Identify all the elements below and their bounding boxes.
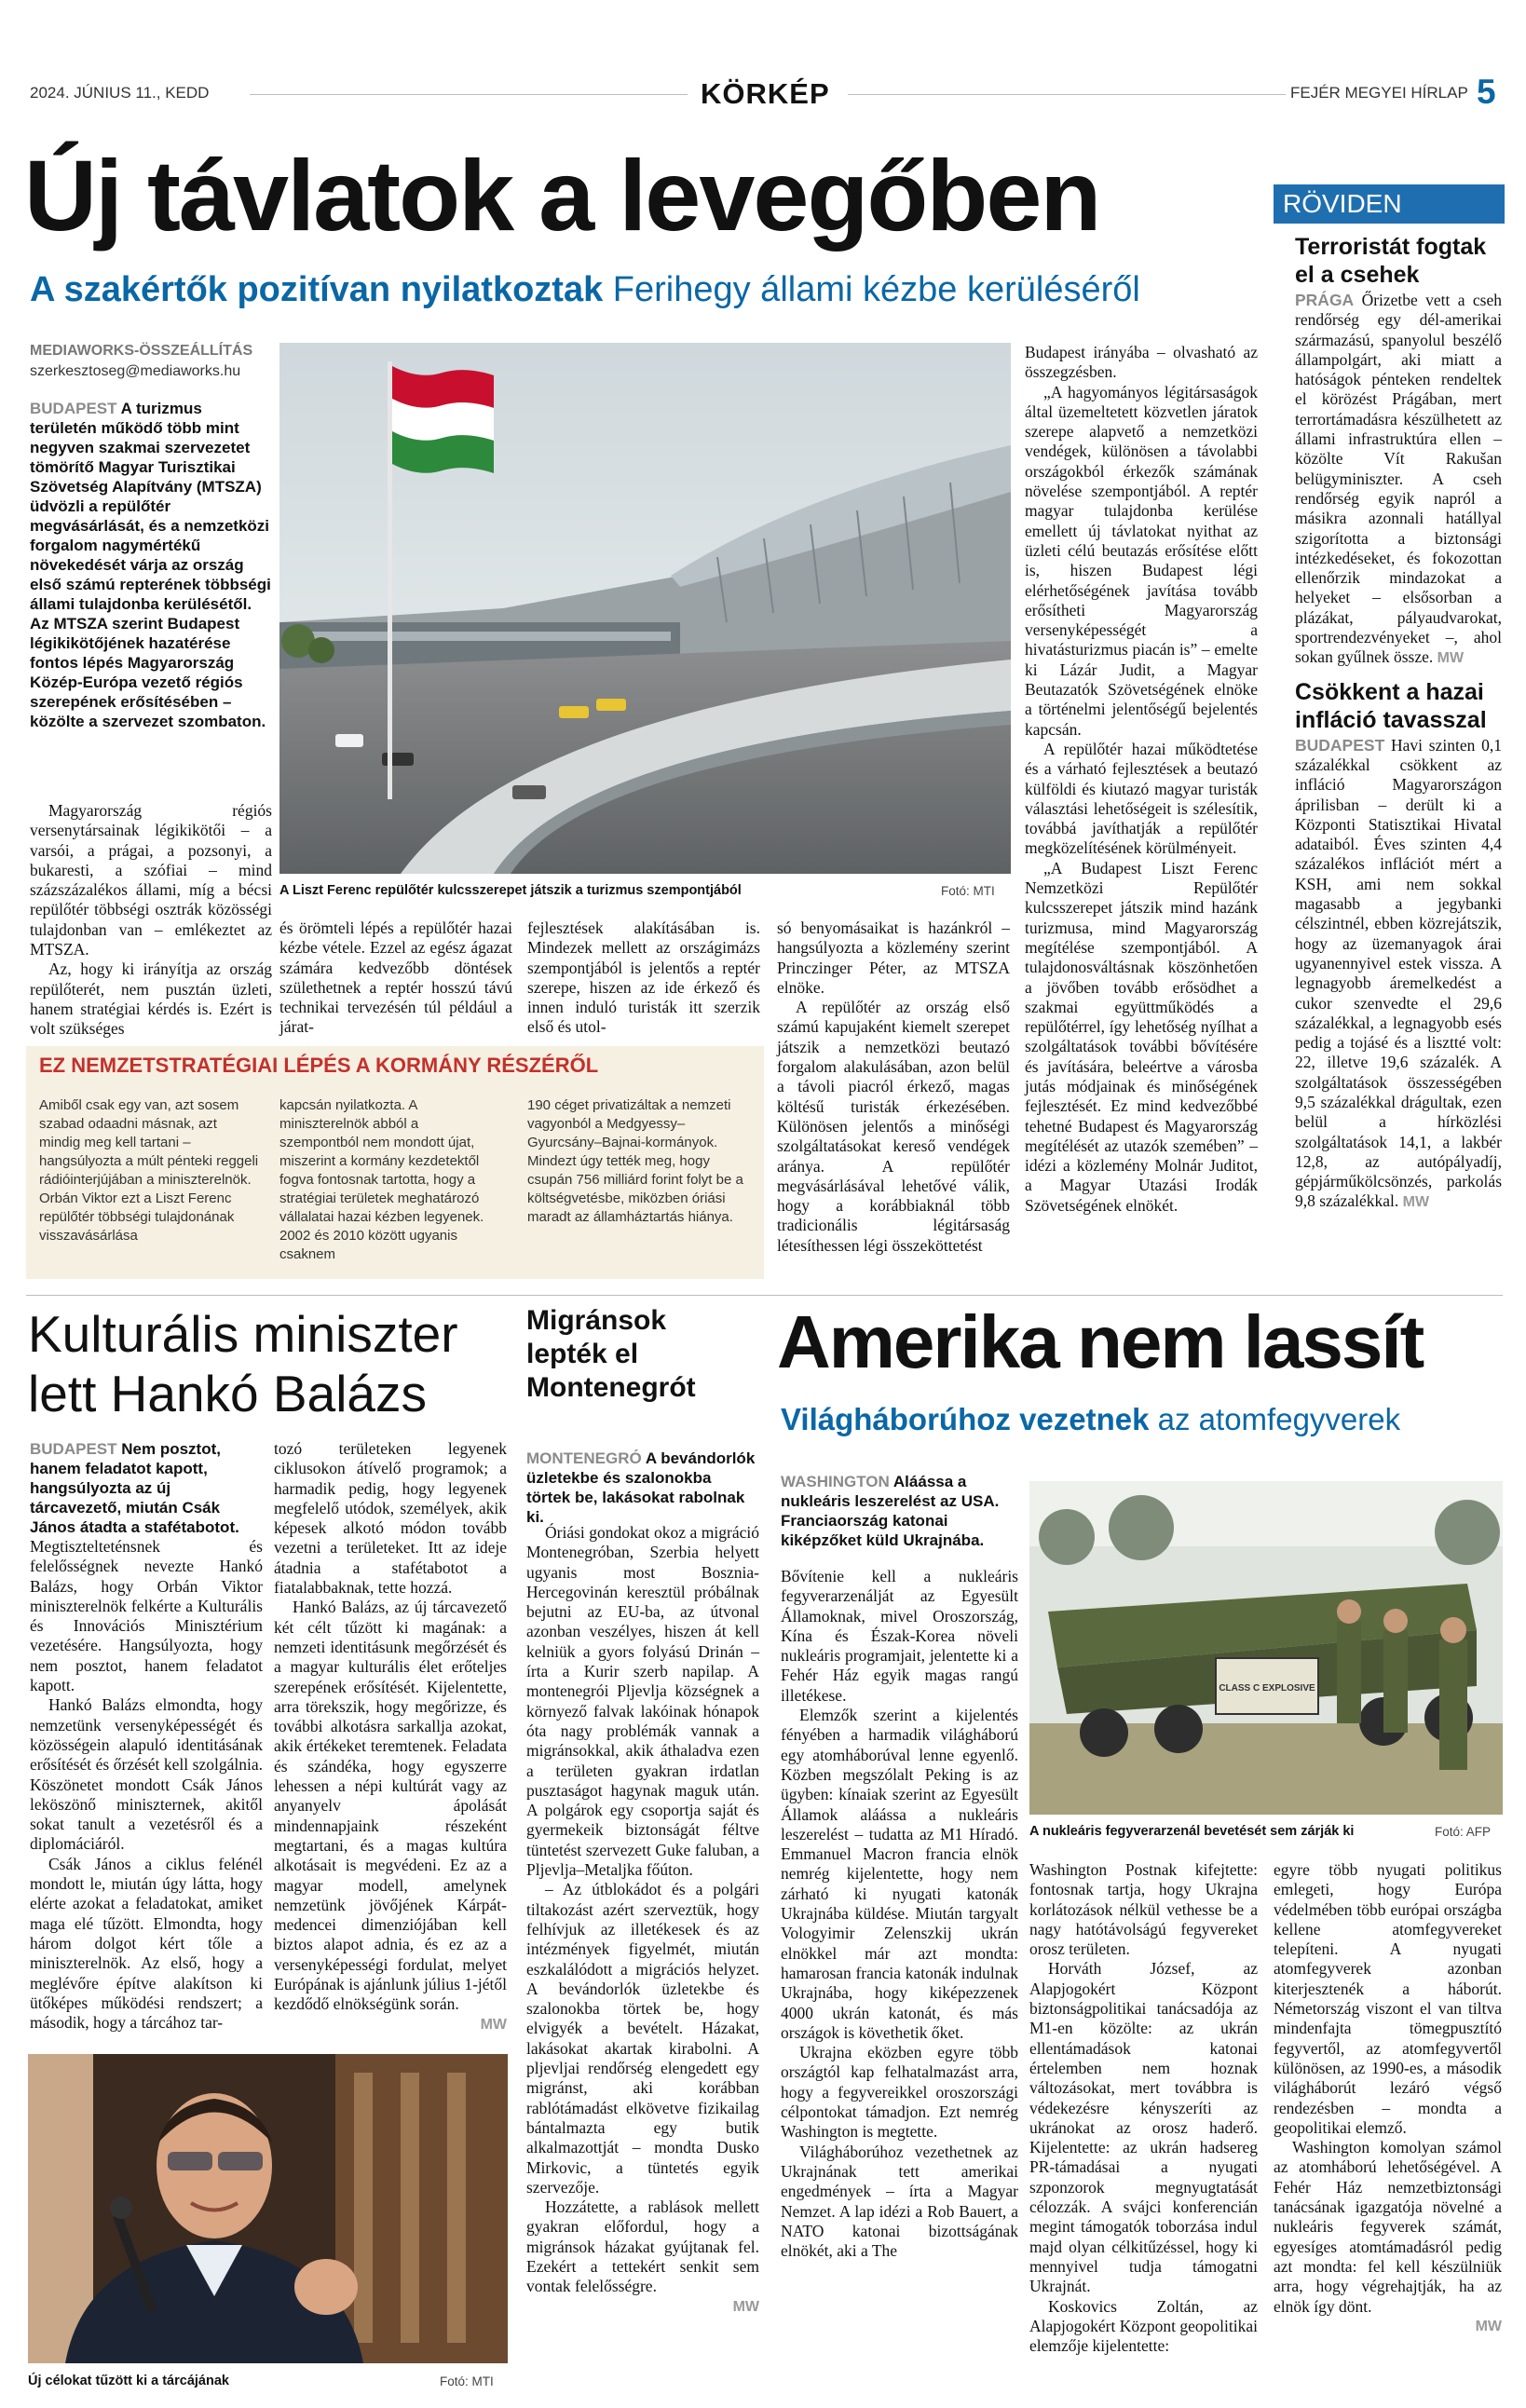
amerika-col2 [1029, 1860, 1258, 2356]
amerika-subtitle-bold: Világháborúhoz vezetnek [781, 1402, 1150, 1436]
kulturalis-sig: MW [480, 2016, 507, 2033]
roviden-item2-dateline: BUDAPEST [1295, 735, 1385, 755]
military-photo-sign: CLASS C EXPLOSIVE [1219, 1683, 1315, 1694]
amerika-col3-p2: Washington komolyan számol az atomháború lehetőségével. A Fehér Ház nemzetbiztonsági tanácsának igazgatója növelné a nukleáris fegyverek számát, egyesíges atomtámadásról pedig azt mondta: fel kell készülniük arra, hogy végrehajtják, ha az elnök így dönt. [1274, 2138, 1502, 2316]
kulturalis-col1-p2: Hankó Balázs elmondta, hogy nemzetünk versenyképességét és közösségein alapuló identitásának erősítését és őrzését kell szolgálnia. Köszönetet mondott Csák János leköszönő miniszternek, akitől sokat tanult a vezetésről és a diplomáciáról. [30, 1695, 263, 1854]
kulturalis-title [28, 1304, 458, 1423]
migransok-sig: MW [732, 2298, 759, 2315]
migransok-title-line1: Migránsok [526, 1305, 667, 1336]
amerika-col3 [1274, 1860, 1502, 2336]
main-col1-p1: Magyarország régiós versenytársainak légikikötői – a varsói, a prágai, a pozsonyi, a bukaresti, a szófiai – mind százszázalékos állami, míg a bécsi repülőtér többségi osztrák közösségi tulajdonban van – emlékeztet az MTSZA. [30, 801, 272, 959]
airport-photo-caption: A Liszt Ferenc repülőtér kulcsszerepet játszik a turizmus szempontjából [279, 883, 742, 898]
amerika-col1-p3: Ukrajna eközben egyre több országtól kap felhatalmazást arra, hogy a fegyvereikkel oroszországi célpontokat támadjon. Ezt nemrég Washington is megtette. [781, 2043, 1018, 2142]
main-byline: MEDIAWORKS-ÖSSZEÁLLÍTÁS [30, 343, 253, 359]
kulturalis-title-line1: Kulturális miniszter [28, 1305, 458, 1363]
migransok-p1: Óriási gondokat okoz a migráció Montenegróban, Szerbia helyett ugyanis most Bosznia-Hercegovinán keresztül próbálnak bejutni az EU-ba, az útvonal azonban veszélyes, hiszen át kell kelniük a gyors folyású Drinán – írta a Kurir szerb napilap. A montenegrói Pljevlja községnek a környező falvak lakóinak hónapok óta nagy problémák vannak a migránsokkal, akik áthaladva ezen a területen gyakran irdatlan pusztaságot hagynak maguk után. A polgárok egy csoportja saját és gyermekeik biztonságát féltve tüntetést szervezett Guke faluban, a Pljevlja–Metaljka főúton. [526, 1523, 759, 1880]
migransok-dateline: MONTENEGRÓ [526, 1449, 642, 1467]
roviden-item2-title: Csökkent a hazai infláció tavasszal [1295, 678, 1487, 733]
amerika-col2-p3: Koskovics Zoltán, az Alapjogokért Központ geopolitikai elemzője kijelentette: [1029, 2296, 1258, 2356]
box-col3: 190 céget privatizáltak a nemzeti vagyonból a Medgyessy–Gyurcsány–Bajnai-kormányok. Mindezt úgy tették meg, hogy csupán 756 milliárd forint folyt be a költségvetésbe, miközben óriási maradt az államháztartás hiánya. [527, 1097, 743, 1225]
amerika-col3-p1: egyre több nyugati politikus emlegeti, hogy Európa védelmében több európai országba kellene atomfegyvereket telepíteni. A nyugati atomfegyverek azonban kiterjesztenék a háborút. Németország viszont el van tiltva mindenfajta tömegpusztító fegyvertől, az atomfegyvertől különösen, az 1990-es, a második világháborút lezáró végső rendezésben – mondta a geopolitikai elemző. [1274, 1860, 1502, 2137]
roviden-label: RÖVIDEN [1274, 184, 1505, 224]
kulturalis-col1-p3: Csák János a ciklus felénél mondott le, miután úgy látta, hogy elérte azokat a feladatokat, amiket maga elé tűzött. Elmondta, hogy három dolgot kért tőle a miniszterelnök. Az első, hogy a meglévőre építve alakítson ki ütőképes működési rendszert; a második, hogy a tárcához tar- [30, 1854, 263, 2033]
main-col1 [30, 801, 272, 1040]
main-col2-p1: és örömteli lépés a repülőtér hazai kézbe vétele. Ezzel az egész ágazat számára kedvezőbb döntések születhetnek a reptér hosszú távú technikai tervezésén túl például a járat- [279, 918, 512, 1037]
roviden-item1-title: Terroristát fogtak el a csehek [1295, 234, 1487, 288]
kulturalis-title-line2: lett Hankó Balázs [28, 1365, 427, 1422]
kulturalis-lead-block [30, 1439, 263, 1537]
header-paper: FEJÉR MEGYEI HÍRLAP [1290, 84, 1468, 102]
roviden-item1-dateline: PRÁGA [1295, 291, 1355, 309]
kulturalis-col2 [274, 1439, 507, 2034]
header-rule-left [250, 94, 688, 95]
main-col4 [777, 918, 1010, 1256]
kulturalis-dateline: BUDAPEST [30, 1440, 117, 1458]
kulturalis-col1-p1: Megtisztelteténsnek és felelősségnek nevezte Hankó Balázs, hogy Orbán Viktor miniszterelnök felkérte a Kulturális és Innovációs Minisztérium vezetésére. Hangsúlyozta, hogy nem posztot, hanem feladatot kapott. [30, 1537, 263, 1695]
box-title: EZ NEMZETSTRATÉGIAI LÉPÉS A KORMÁNY RÉSZÉRŐL [39, 1054, 599, 1077]
main-subtitle-bold: A szakértők pozitívan nyilatkoztak [30, 270, 604, 309]
kulturalis-col2-p2: Hankó Balázs, az új tárcavezető két célt tűzött ki magának: a nemzeti identitásunk megőrzését és a magyar kulturális élet erőteljes szerepének erősítését. Kijelentette, arra törekszik, hogy megőrizze, és további alkotásra sarkallja azokat, akik értékeket teremtenek. Feladata és szándéka, hogy egyszerre lehessen a népi kultúrát vagy az anyanyelv ápolását mindennapjaink részeként megtartani, és a magas kultúra alkotásait is megvédeni. Ez az a magyar modell, amelynek nemzetünk jövőjének Kárpát-medencei dimenziójában kell biztos alapot adnia, és ez az a versenyképességi fordulat, melyet Európának is ajánlunk július 1-jétől kezdődő elnökségünk során. [274, 1598, 507, 2014]
migransok-lead-block [526, 1449, 759, 1527]
amerika-sig: MW [1475, 2318, 1502, 2334]
main-lead-block [30, 399, 272, 731]
main-title: Új távlatok a levegőben [24, 139, 1100, 252]
airport-photo [279, 343, 1011, 874]
kulturalis-lead: Nem posztot, hanem feladatot kapott, hangsúlyozta az új tárcavezető, miután Csák János átadta a stafétabotot. [30, 1440, 239, 1536]
military-photo-caption: A nukleáris fegyverarzenál bevetését sem zárják ki [1029, 1824, 1355, 1839]
roviden-item1-sig: MW [1437, 650, 1465, 667]
roviden-block [1295, 233, 1502, 1213]
amerika-dateline: WASHINGTON [781, 1473, 890, 1490]
migransok-title-line3: Montenegrót [526, 1372, 696, 1403]
main-email[interactable]: szerkesztoseg@mediaworks.hu [30, 363, 241, 379]
roviden-item2-body [1295, 736, 1502, 1213]
amerika-col2-p2: Horváth József, az Alapjogokért Központ biztonságpolitikai tanácsadója az M1-en közölte: az ukrán ellentámadások katonai értelemben nem hoznak változásokat, mert továbbra is védekezésre kényszeríti az ukránokat az orosz haderő. Kijelentette: az ukrán hadsereg PR-támadásai a nyugati szponzorok megnyugtatását célozzák. A svájci konferencián megint támogatók toborzása indul majd olyan célkitűzéssel, hogy ki mennyivel tudja támogatni Ukrajnát. [1029, 1959, 1258, 2296]
amerika-col1-p1: Bővítenie kell a nukleáris fegyverarzenálját az Egyesült Államoknak, mivel Oroszország, Kína és Észak-Korea növeli nukleáris programjait, jelentette ki a Fehér Ház egyik magas rangú illetékese. [781, 1567, 1018, 1705]
hanko-photo-caption: Új célokat tűzött ki a tárcájának [28, 2374, 229, 2388]
amerika-subtitle-rest: az atomfegyverek [1157, 1402, 1401, 1436]
hanko-photo-credit: Fotó: MTI [440, 2374, 494, 2388]
roviden-item2-text: Havi szinten 0,1 százalékkal csökkent az infláció Magyarországon áprilisban – derült ki a Központi Statisztikai Hivatal adataiból. Éves szinten 4,4 százalékos inflációt mért a KSH, ami nem sokkal magasabb a jegybanki célszintnél, ebben közrejátszik, hogy az üzemanyagok árai ugyanennyivel estek vissza. A legnagyobb áremelkedést a cukor szenvedte el 29,6 százalékkal, a legnagyobb esés pedig a tojásé és a lisztté volt: 22, illetve 19,6 százalék. A szolgáltatások összességében 9,5 százalékkal drágultak, ezen belül a hírközlési szolgáltatások 14,1, a lakbér 12,8, az autópályadíj, gépjárműkölcsönzés, parkolás 9,8 százalékkal. [1295, 735, 1503, 1211]
migransok-title-line2: lepték el [526, 1339, 639, 1369]
amerika-col1-p2: Elemzők szerint a kijelentés fényében a harmadik világháború egy atomháborúval lenne egyenlő. Közben megszólalt Peking is az ügyben: kínaiak szerint az Egyesült Államok aláássa a nukleáris leszerelést – tudatta az M1 Híradó. Emmanuel Macron francia elnök nemrég kijelentette, hogy nem zárható ki nyugati katonák Ukrajnába küldése. Miután targyalt Vologyimir Zelenszkij ukrán elnökkel már azt mondta: hamarosan francia katonák indulnak Ukrajnába, hogy kiképezzenek 4000 ukrán katonát, és más országok is követhetik őket. [781, 1706, 1018, 2042]
section-divider [26, 1295, 1503, 1296]
header-section: KÖRKÉP [701, 77, 830, 110]
main-col1-p2: Az, hogy ki irányítja az ország repülőterét, nem pusztán üzleti, hanem stratégiai kérdés is. Ezért is volt szükséges [30, 959, 272, 1039]
kulturalis-col1 [30, 1537, 263, 2033]
military-photo-credit: Fotó: AFP [1435, 1825, 1492, 1839]
main-subtitle [30, 270, 1140, 310]
main-dateline: BUDAPEST [30, 400, 117, 417]
migransok-body [526, 1523, 759, 2317]
main-col5-p4: „A Budapest Liszt Ferenc Nemzetközi Repülőtér kulcsszerepet játszik mind hazánk turizmusa, mind Magyarország megítélése szempontjából. A tulajdonosváltásnak köszönhetően a jövőben tovább erősödhet a szakmai együttműködés a repülőtérrel, így lehetőség nyílhat a szolgáltatások további bővítésére és javítására, beleértve a városba jutás módjainak és minőségének fejlesztését. Ez mind kedvezőbbé tehetné Budapest és Magyarország megítélését az utazók szemében” – idézi a közlemény Molnár Juditot, a Magyar Utazási Irodák Szövetségének elnökét. [1025, 858, 1258, 1215]
box-col2: kapcsán nyilatkozta. A miniszterelnök abból a szempontból nem mondott újat, miszerint a kormány kezdetektől fogva fontosnak tartotta, hogy a stratégiai területek meghatározó vállalatai hazai kézben legyenek. 2002 és 2010 között ugyanis csaknem [279, 1097, 484, 1262]
amerika-title: Amerika nem lassít [777, 1300, 1424, 1383]
header-page-number: 5 [1477, 73, 1496, 111]
amerika-col1-p4: Világháborúhoz vezethetnek az Ukrajnának tett amerikai engedmények – írta a Magyar Nemzet. A lap idézi a Rob Bauert, a NATO katonai bizottságának elnökét, aki a The [781, 2142, 1018, 2261]
nemzetstrategiai-box [26, 1046, 764, 1279]
main-col3-p1: fejlesztések alakításában is. Mindezek mellett az országimázs szempontjából is jelentős a reptér szerepe, hiszen az ide érkező és innen induló turisták itt szerzik első és utol- [527, 918, 760, 1037]
box-col1: Amiből csak egy van, azt sosem szabad odaadni másnak, azt mindig meg kell tartani – hangsúlyozta a múlt pénteki reggeli rádióinterjújában a miniszterelnök. Orbán Viktor ezt a Liszt Ferenc repülőtér többségi tulajdonának visszavásárlása [39, 1097, 259, 1244]
main-col2 [279, 918, 512, 1038]
main-subtitle-rest: Ferihegy állami kézbe kerüléséről [612, 270, 1140, 309]
migransok-title [526, 1304, 696, 1405]
migransok-p2: – Az útblokádot és a polgári tiltakozást azért szerveztük, hogy felhívjuk az illetékesek és az intézmények figyelmét, miután eszkalálódott a migrációs helyzet. A bevándorlók üzletekbe és szalonokba törtek be, hogy elvigyék a bevételt. Házakat, lakásokat akartak kirabolni. A pljevljai rendőrség elengedett egy migránst, aki korábban rablótámadást elkövetve fizikailag bántalmazta egy butik alkalmazottját – mondta Dusko Mirkovic, a tüntetés egyik szervezője. [526, 1880, 759, 2197]
header-rule-right [848, 94, 1286, 95]
airport-photo-credit: Fotó: MTI [941, 884, 995, 898]
roviden-item1-body [1295, 291, 1502, 669]
hanko-photo [28, 2054, 508, 2363]
main-col5 [1025, 343, 1258, 1216]
migransok-p3: Hozzátette, a rablások mellett gyakran előfordul, hogy a migránsok házakat gyújtanak fel. Ezekért a tettekért senkit sem vontak felelősségre. [526, 2197, 759, 2296]
main-col4-p2: A repülőtér az ország első számú kapujaként kiemelt szerepet játszik a nemzetközi beutazó forgalom alakulásában, azon belül a távoli piacról érkező, magas költésű turisták érkezésében. Különösen jelentős a minőségi szolgáltatásokat kereső vendégek aránya. A repülőtér megvásárlásával lehetővé válik, hogy a korábbiaknál több tradicionális légitársaság létesíthessen légi összeköttetést [777, 998, 1010, 1255]
military-photo [1029, 1481, 1503, 1815]
main-col4-p1: só benyomásaikat is hazánkról – hangsúlyozta a közlemény szerint Princzinger Péter, az MTSZA elnöke. [777, 918, 1010, 997]
military-photo-image [1029, 1481, 1503, 1815]
main-col5-p1: Budapest irányába – olvasható az összegzésben. [1025, 343, 1258, 382]
amerika-lead: Aláássa a nukleáris leszerelést az USA. Franciaország katonai kiképzőket küld Ukrajnába. [781, 1473, 1000, 1549]
hanko-photo-image [28, 2054, 508, 2363]
roviden-item2-sig: MW [1402, 1194, 1430, 1211]
amerika-lead-block [781, 1472, 1018, 1550]
main-col5-p3: A repülőtér hazai működtetése és a várható fejlesztések a beutazó külföldi és kiutazó magyar turisták választási lehetőségeit is szélesítik, továbbá javíthatják a repülőtér megközelítésének körülményeit. [1025, 739, 1258, 858]
amerika-subtitle [781, 1402, 1400, 1437]
header-date: 2024. JÚNIUS 11., KEDD [30, 84, 210, 102]
roviden-item1-text: Őrizetbe vett a cseh rendőrség egy dél-amerikai származású, spanyolul beszélő állampolgárt, aki miatt a hatóságok pénteken rendeltek el körözést Prágában, mert terrortámadásra készülhetett az állami infrastruktúra ellen – közölte Vít Rakušan belügyminiszter. A cseh rendőrség egyik napról a másikra azonnali hatállyal szigorította a biztonsági intézkedéseket, és fokozottan ellenőrzik mindazokat a helyeket – elsősorban a plázákat, pályaudvarokat, sportrendezvényeket –, ahol sokan gyűlnek össze. [1295, 291, 1502, 667]
main-lead: A turizmus területén működő több mint negyven szakmai szervezetet tömörítő Magyar Turisztikai Szövetség Alapítvány (MTSZA) üdvözli a repülőtér megvásárlását, és a nemzetközi forgalom nagymértékű növekedését várja az ország első számú repterének többségi állami tulajdonba kerülésétől. Az MTSZA szerint Budapest légikikötőjének hazatérése fontos lépés Magyarország Közép-Európa vezető régiós szerepének erősítésében – közölte a szervezet szombaton. [30, 400, 271, 730]
main-col3 [527, 918, 760, 1038]
kulturalis-col2-p1: tozó területeken legyenek ciklusokon átívelő programok; a harmadik pedig, hogy legyenek megfelelő utódok, személyek, akik képesek alkotó módon tovább vezetni a területeket. Itt az ideje átadnia a stafétabotot a fiatalabbaknak, tette hozzá. [274, 1439, 507, 1598]
amerika-col1 [781, 1567, 1018, 2261]
airport-photo-image [279, 343, 1011, 874]
amerika-col2-p1: Washington Postnak kifejtette: fontosnak tartja, hogy Ukrajna korlátozások nélkül vethesse be a nagy hatótávolságú fegyvereket orosz területen. [1029, 1860, 1258, 1959]
main-col5-p2: „A hagyományos légitársaságok által üzemeltetett közvetlen járatok szerepe alapvető a nemzetközi vendégek, különösen a távolabbi országokból érkezők számának növelése szempontjából. A reptér magyar tulajdonba kerülése emellett új távlatokat nyithat az üzleti célú beutazás erősítése előtt is, hiszen Budapest légi elérhetőségének javítása tovább erősítheti Magyarország versenyképességét a hivatásturizmus piacán is” – emelte ki Lázár Judit, a Magyar Beutazatók Szövetségének elnöke a történelmi jelentőségű bejelentés kapcsán. [1025, 382, 1258, 739]
migransok-lead: A bevándorlók üzletekbe és szalonokba törtek be, lakásokat rabolnak ki. [526, 1449, 756, 1526]
